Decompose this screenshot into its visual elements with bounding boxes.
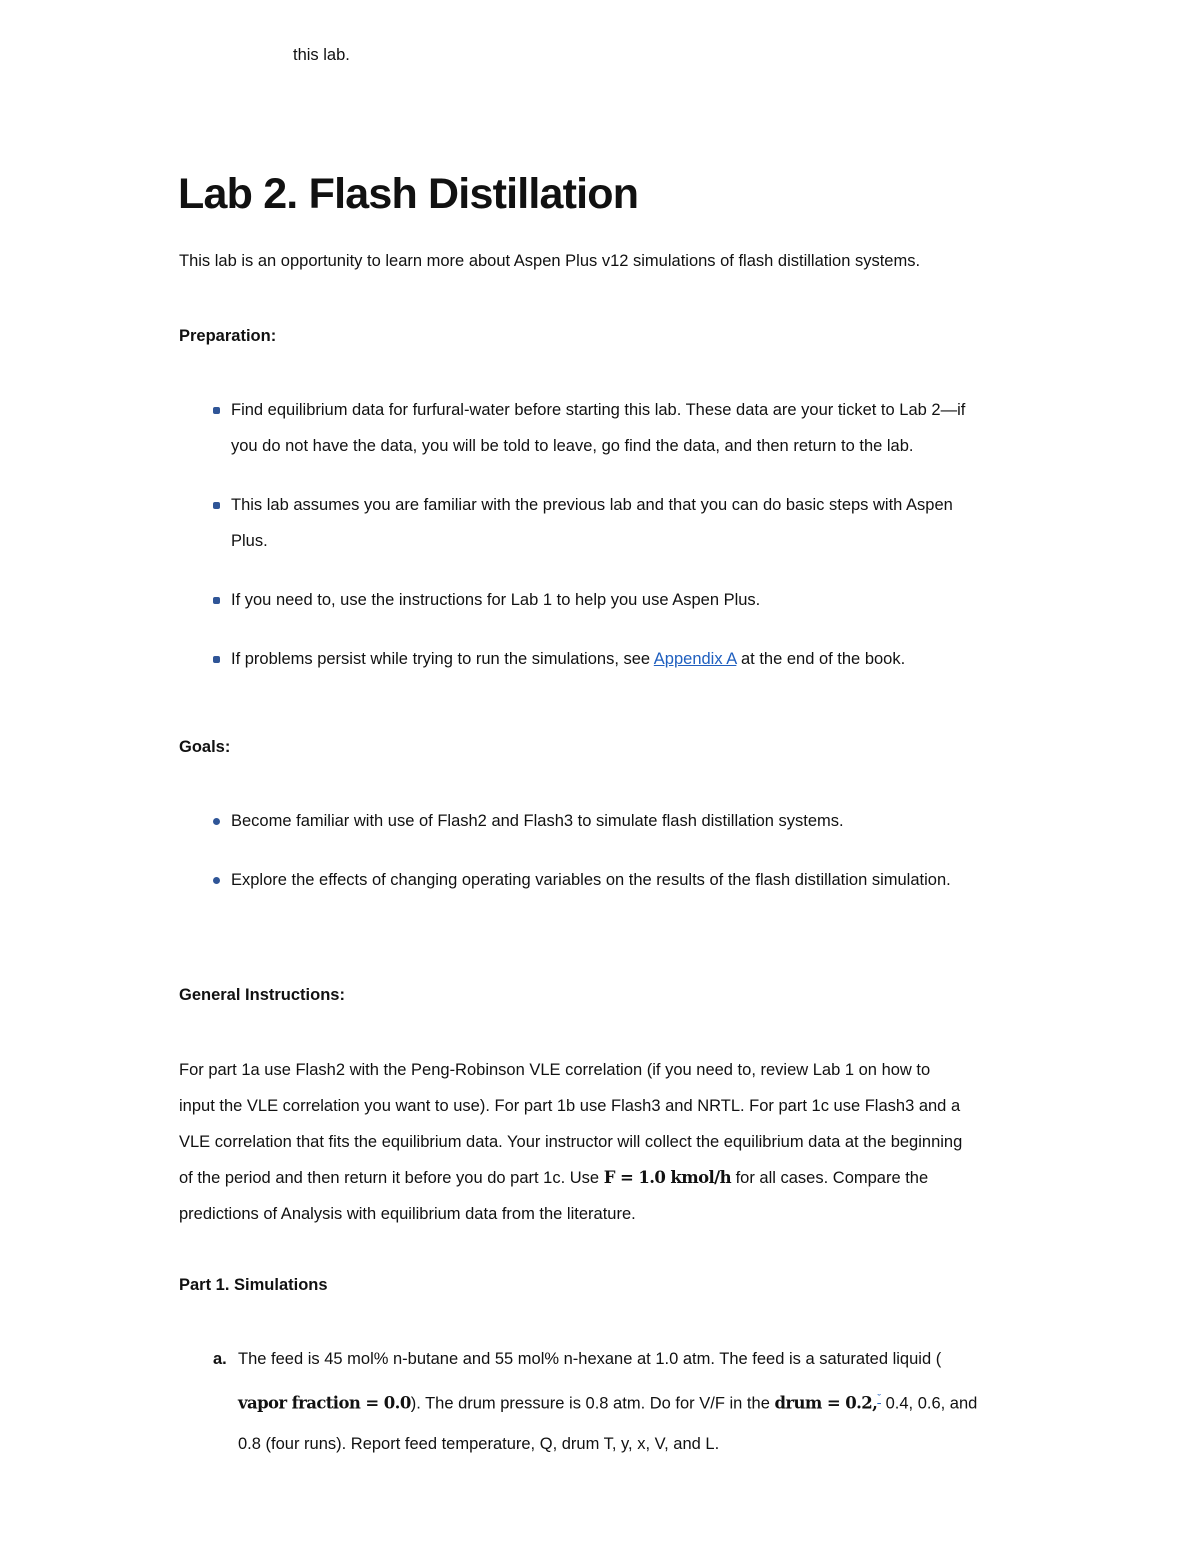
preparation-item-1 [213, 392, 1043, 464]
general-instructions-heading: General Instructions: [179, 986, 345, 1004]
part-1a-line-3: 0.8 (four runs). Report feed temperature, Q, drum T, y, x, V, and L. [238, 1434, 720, 1453]
general-line-4-before: of the period and then return it before you do part 1c. Use [179, 1169, 600, 1187]
goals-item-2 [213, 862, 1043, 898]
vapor-fraction-equation: vapor fraction = 0.0 [238, 1393, 411, 1413]
preparation-heading: Preparation: [179, 327, 277, 345]
preparation-item-4-text-before: If problems persist while trying to run the simulations, see [231, 650, 651, 668]
preparation-item-1-line-1: Find equilibrium data for furfural-water before starting this lab. These data are your ticket to Lab 2—if [231, 401, 966, 419]
bullet-icon [213, 877, 220, 884]
goals-item-1 [213, 803, 1043, 839]
preparation-item-4-text-after: at the end of the book. [740, 650, 906, 668]
list-marker-a: a. [213, 1350, 227, 1368]
bullet-icon [213, 407, 220, 414]
preparation-item-1-line-2: you do not have the data, you will be told to leave, go find the data, and then return to the lab. [231, 437, 914, 455]
general-line-1: For part 1a use Flash2 with the Peng-Robinson VLE correlation (if you need to, review Lab 1 on how to [179, 1061, 931, 1079]
equation-reference-mark[interactable]: ˇ [877, 1393, 881, 1405]
preparation-item-3-line-1: If you need to, use the instructions for Lab 1 to help you use Aspen Plus. [231, 591, 761, 609]
preparation-item-3 [213, 582, 1043, 618]
part-1a-line-2-after: 0.4, 0.6, and [885, 1394, 978, 1413]
part-1a-line-1: The feed is 45 mol% n-butane and 55 mol% n-hexane at 1.0 atm. The feed is a saturated liquid ( [238, 1350, 942, 1368]
general-line-3: VLE correlation that fits the equilibrium data. Your instructor will collect the equilibrium data at the beginning [179, 1133, 963, 1151]
preparation-item-4 [213, 641, 1043, 677]
bullet-icon [213, 502, 220, 509]
preparation-item-2-line-2: Plus. [231, 532, 268, 550]
bullet-icon [213, 818, 220, 825]
preparation-item-2 [213, 487, 1043, 559]
general-instructions-paragraph [179, 1052, 1039, 1232]
general-line-2: input the VLE correlation you want to use). For part 1b use Flash3 and NRTL. For part 1c use Flash3 and a [179, 1097, 961, 1115]
goals-heading: Goals: [179, 738, 231, 756]
general-line-4-after: for all cases. Compare the [735, 1169, 929, 1187]
general-line-4 [179, 1160, 1039, 1196]
goals-item-2-text: Explore the effects of changing operating variables on the results of the flash distillation simulation. [231, 871, 951, 889]
goals-item-1-text: Become familiar with use of Flash2 and Flash3 to simulate flash distillation systems. [231, 812, 844, 830]
bullet-icon [213, 656, 220, 663]
part-1a-line-2 [238, 1377, 1048, 1426]
feed-rate-equation: F = 1.0 kmol/h [603, 1168, 731, 1187]
preparation-item-4-line-1 [231, 641, 905, 677]
part-1a-line-2-mid: ). The drum pressure is 0.8 atm. Do for V/F in the [410, 1394, 770, 1413]
part-1-item-a [238, 1341, 1048, 1462]
previous-page-text-fragment: this lab. [293, 46, 350, 64]
intro-paragraph: This lab is an opportunity to learn more about Aspen Plus v12 simulations of flash distillation systems. [179, 252, 921, 270]
appendix-a-link[interactable]: Appendix A [653, 650, 737, 668]
page-title: Lab 2. Flash Distillation [178, 170, 639, 218]
drum-vf-equation: drum = 0.2, [774, 1393, 878, 1413]
bullet-icon [213, 597, 220, 604]
general-line-5: predictions of Analysis with equilibrium data from the literature. [179, 1205, 636, 1223]
part-1-heading: Part 1. Simulations [179, 1276, 328, 1294]
preparation-item-2-line-1: This lab assumes you are familiar with the previous lab and that you can do basic steps with Aspen [231, 496, 953, 514]
